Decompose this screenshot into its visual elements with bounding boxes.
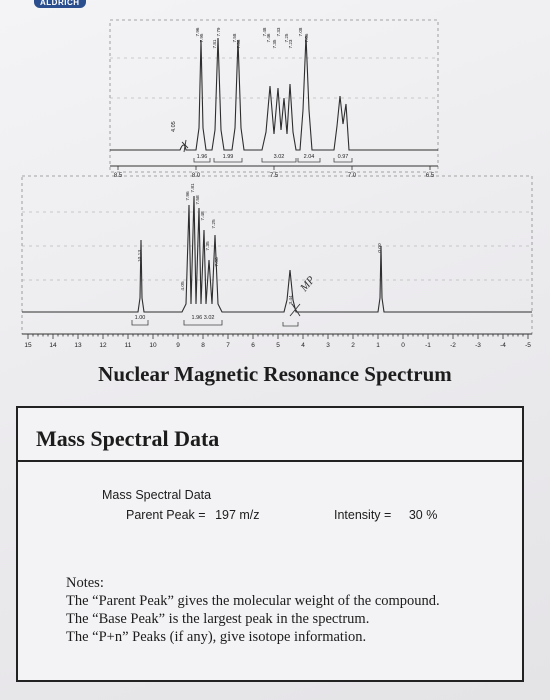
parent-peak-value: 197 m/z xyxy=(215,508,260,522)
main-axis-tick-label: 12 xyxy=(99,342,107,349)
main-integrals xyxy=(132,320,298,326)
inset-axis-tick-label: 7.5 xyxy=(269,173,279,179)
main-axis-tick-label: 7 xyxy=(226,342,230,349)
note-line: The “Parent Peak” gives the molecular weight of the compound. xyxy=(66,593,440,609)
main-peak-label: 0.00 xyxy=(378,243,383,253)
mass-spectral-panel xyxy=(16,406,524,682)
inset-integral: 3.02 xyxy=(273,154,285,160)
notes-heading: Notes: xyxy=(66,575,104,591)
main-integral: 1.96 3.02 xyxy=(191,315,215,321)
main-axis-tick-label: 10 xyxy=(149,342,157,349)
main-axis-tick-label: -1 xyxy=(425,342,431,349)
main-peak-label: 7.35 xyxy=(206,241,211,251)
inset-axis-tick-label: 7.0 xyxy=(347,173,357,179)
main-axis-tick-label: 13 xyxy=(74,342,82,349)
main-axis-tick-label: -5 xyxy=(525,342,531,349)
intensity-label: Intensity = xyxy=(334,508,392,522)
main-peak-label: 7.25 xyxy=(212,219,217,229)
main-axis-tick-label: 14 xyxy=(49,342,57,349)
mass-spectral-title: Mass Spectral Data xyxy=(36,426,220,451)
notes-section xyxy=(66,574,440,646)
inset-axis-ticks xyxy=(114,166,435,179)
main-peak-label: 7.06 xyxy=(215,257,220,267)
brand-logo: ALDRICH xyxy=(34,0,86,8)
inset-integral: 0.97 xyxy=(337,154,349,160)
inset-peak-label: 7.58 xyxy=(232,33,237,43)
main-axis-ticks xyxy=(24,334,531,349)
parent-peak-label: Parent Peak = xyxy=(126,508,206,522)
main-axis-tick-label: 8 xyxy=(201,342,205,349)
main-axis-tick-label: 9 xyxy=(176,342,180,349)
main-integral: 1.00 xyxy=(134,315,146,321)
mass-spectral-header xyxy=(18,408,522,462)
inset-axis-tick-label: 6.5 xyxy=(425,173,435,179)
note-line: The “Base Peak” is the largest peak in the spectrum. xyxy=(66,611,370,627)
inset-integral: 1.99 xyxy=(222,154,234,160)
inset-peak-label: 7.81 xyxy=(212,39,217,49)
inset-aside-label: 4.05 xyxy=(171,121,177,132)
inset-peak-label: 7.23 xyxy=(288,39,293,49)
main-axis-tick-label: 1 xyxy=(376,342,380,349)
intensity-value: 30 % xyxy=(408,508,438,522)
inset-integral: 2.04 xyxy=(303,154,315,160)
main-axis-tick-label: 15 xyxy=(24,342,32,349)
inset-trace xyxy=(110,36,438,150)
main-peak-label: 7.58 xyxy=(196,195,201,205)
inset-peak-label: 7.56 xyxy=(236,39,241,49)
main-axis-tick-label: -2 xyxy=(450,342,456,349)
note-line: The “P+n” Peaks (if any), give isotope information. xyxy=(66,629,367,645)
inset-axis-tick-label: 8.0 xyxy=(191,173,201,179)
main-axis-tick-label: 3 xyxy=(326,342,330,349)
main-peak-label: 3.44 xyxy=(289,295,294,305)
inset-axis-tick-label: 8.5 xyxy=(113,173,123,179)
main-axis-tick-label: 5 xyxy=(276,342,280,349)
inset-peak-label: 7.46 xyxy=(266,33,271,43)
main-axis-tick-label: 6 xyxy=(251,342,255,349)
main-peak-label: 10.13 xyxy=(138,249,143,263)
inset-peak-label: 7.06 xyxy=(304,33,309,43)
inset-peak-label: 7.48 xyxy=(262,27,267,37)
nmr-spectrum-title: Nuclear Magnetic Resonance Spectrum xyxy=(98,362,452,386)
main-peak-label: 4.05 xyxy=(181,281,186,291)
handwritten-note: MP xyxy=(298,274,318,294)
main-peak-label: 7.96 xyxy=(186,191,191,201)
inset-peak-label: 7.96 xyxy=(195,27,200,37)
mass-spectral-label: Mass Spectral Data xyxy=(102,488,212,502)
intensity-row xyxy=(334,508,437,522)
inset-peak-label: 7.08 xyxy=(298,27,303,37)
main-axis-tick-label: 4 xyxy=(301,342,305,349)
inset-peak-labels xyxy=(195,27,309,48)
inset-peak-label: 7.35 xyxy=(272,39,277,49)
main-frame xyxy=(22,176,532,334)
inset-peak-label: 7.95 xyxy=(199,33,204,43)
main-axis-tick-label: -4 xyxy=(500,342,506,349)
main-peak-labels xyxy=(137,183,383,305)
inset-peak-label: 7.33 xyxy=(276,27,281,37)
parent-peak-row xyxy=(126,508,260,522)
main-axis-tick-label: 2 xyxy=(351,342,355,349)
main-axis-tick-label: -3 xyxy=(475,342,481,349)
main-axis-tick-label: 11 xyxy=(124,342,132,349)
main-trace xyxy=(22,196,532,312)
main-axis-tick-label: 0 xyxy=(401,342,405,349)
main-peak-label: 7.48 xyxy=(201,211,206,221)
inset-peak-label: 7.79 xyxy=(216,27,221,37)
inset-peak-label: 7.25 xyxy=(284,33,289,43)
main-peak-label: 7.81 xyxy=(191,183,196,193)
inset-integral: 1.96 xyxy=(196,154,208,160)
